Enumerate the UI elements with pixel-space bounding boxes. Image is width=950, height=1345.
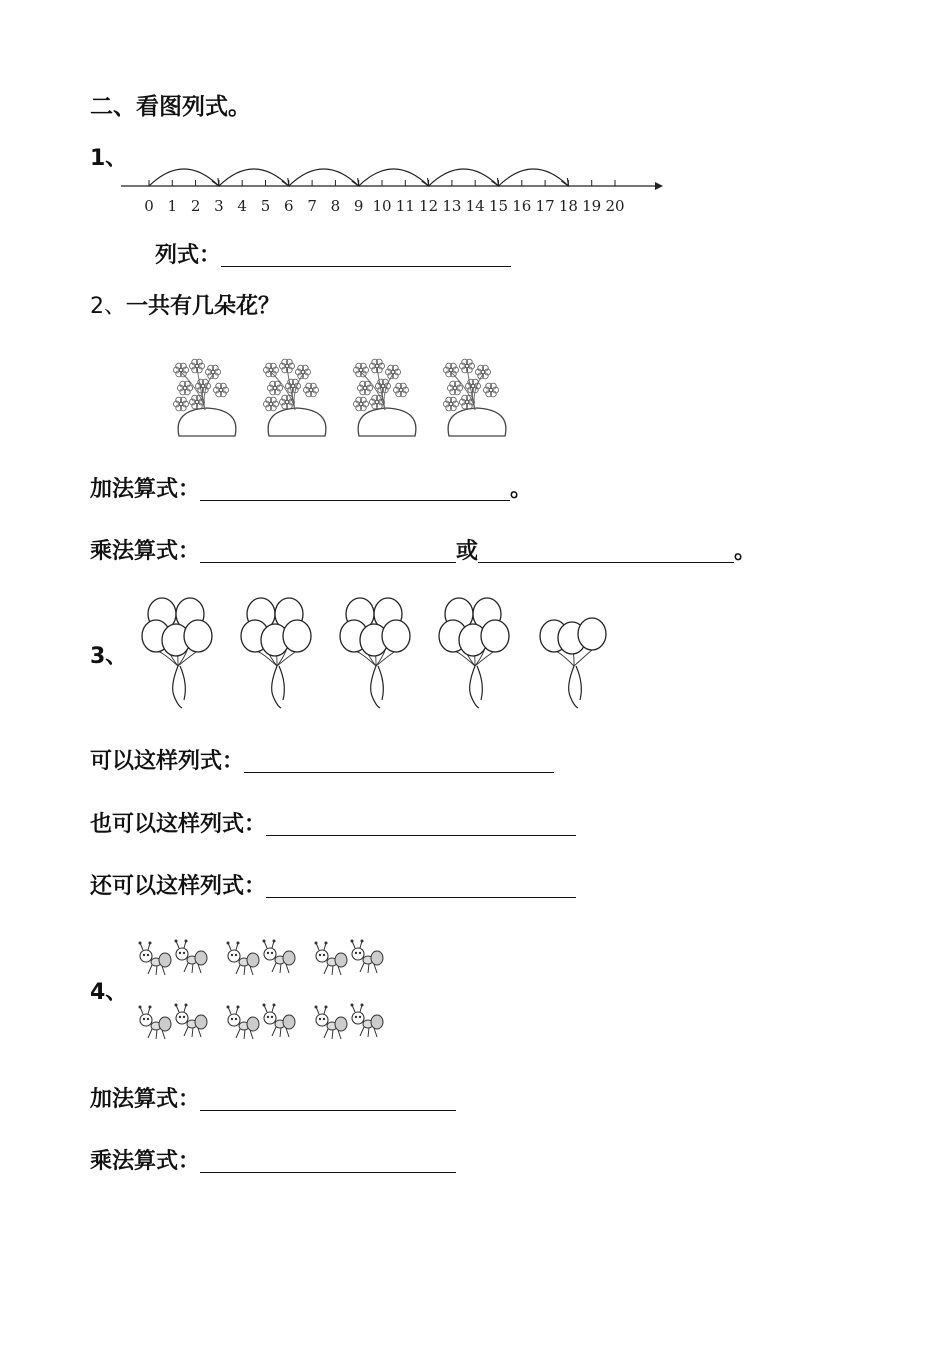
q3-row-2 (90, 813, 576, 836)
ant-pair (315, 940, 384, 976)
flower-pot (174, 359, 236, 436)
q2-add-blank[interactable] (200, 478, 510, 501)
q2-mul-blank-2[interactable] (478, 540, 734, 563)
balloon (578, 618, 606, 650)
flower (358, 381, 373, 395)
ant (175, 940, 208, 974)
flower (196, 379, 211, 393)
flower (484, 383, 499, 397)
ant-pair (227, 940, 296, 976)
flower-pots-illustration (165, 358, 545, 438)
number-line (115, 158, 675, 220)
flower (296, 365, 311, 379)
flower (448, 381, 463, 395)
number-line-tick-label: 15 (488, 197, 509, 215)
number-line-tick-label: 6 (284, 197, 294, 215)
flower (286, 379, 301, 393)
q4-add-row (90, 1088, 456, 1111)
flower (466, 379, 481, 393)
flower-pot (354, 359, 416, 436)
number-line-tick-label: 7 (307, 197, 317, 215)
q3-label-1: 可以这样列式： (90, 749, 245, 774)
ant (227, 1006, 260, 1040)
ant (351, 1004, 384, 1038)
number-line-jump-arc (429, 169, 499, 186)
balloon-bunch (241, 598, 311, 708)
flower (190, 359, 205, 373)
q2-mul-end: 。 (734, 539, 757, 564)
number-line-tick-label: 10 (372, 197, 392, 215)
balloon (382, 620, 410, 652)
number-line-tick-label: 5 (260, 197, 271, 215)
q2-question: 一共有几朵花？ (126, 294, 281, 319)
balloon-bunch (142, 598, 212, 708)
balloons-illustration (140, 596, 620, 714)
flower (444, 397, 459, 411)
flower (394, 383, 409, 397)
flower (354, 363, 369, 377)
q2-header (90, 296, 280, 318)
number-line-tick-label: 18 (558, 197, 578, 215)
q3-label-2: 也可以这样列式： (90, 812, 267, 837)
balloon (481, 620, 509, 652)
number-line-tick-label: 3 (214, 197, 224, 215)
number-line-tick-label: 8 (330, 197, 341, 215)
number-line-tick-label: 16 (512, 197, 532, 215)
number-line-jump-arc (499, 169, 569, 186)
ant (263, 1004, 296, 1038)
q4-add-blank[interactable] (200, 1088, 456, 1111)
number-line-tick-label: 12 (419, 197, 439, 215)
q1-answer-blank[interactable] (221, 244, 511, 267)
q3-blank-1[interactable] (244, 750, 554, 773)
balloon (184, 620, 212, 652)
flower (174, 363, 189, 377)
ant (263, 940, 296, 974)
q2-add-end: 。 (510, 477, 533, 502)
flower (214, 383, 229, 397)
flower (370, 359, 385, 373)
q3-label-3: 还可以这样列式： (90, 874, 267, 899)
number-line-tick-label: 1 (167, 197, 178, 215)
balloon-bunch (439, 598, 509, 708)
ant-pair (227, 1004, 296, 1040)
number-line-tick-label: 11 (395, 197, 415, 215)
flower (280, 359, 295, 373)
flower-pot (264, 359, 326, 436)
q2-mul-label: 乘法算式： (90, 539, 201, 564)
ant-pair (139, 1004, 208, 1040)
flower (268, 381, 283, 395)
number-line-tick-label: 9 (353, 197, 364, 215)
q4-add-label: 加法算式： (90, 1087, 201, 1112)
q1-formula-row (155, 244, 511, 267)
number-line-tick-label: 17 (535, 197, 555, 215)
flower (354, 397, 369, 411)
ant (139, 1006, 172, 1040)
q1-number: 1、 (90, 146, 128, 171)
q2-add-label: 加法算式： (90, 477, 201, 502)
q2-number: 2、 (90, 294, 126, 319)
q4-mul-label: 乘法算式： (90, 1149, 201, 1174)
flower (376, 379, 391, 393)
q3-row-1 (90, 750, 554, 773)
q3-row-3 (90, 875, 576, 898)
number-line-jump-arc (149, 169, 219, 186)
number-line-jump-arc (289, 169, 359, 186)
flower (460, 359, 475, 373)
flower (174, 397, 189, 411)
number-line-tick-label: 19 (582, 197, 602, 215)
number-line-jump-arc (359, 169, 429, 186)
flower (264, 397, 279, 411)
flower (206, 365, 221, 379)
section-title: 二、看图列式。 (90, 94, 251, 120)
q3-blank-3[interactable] (266, 875, 576, 898)
number-line-jump-arc (219, 169, 289, 186)
q4-mul-blank[interactable] (200, 1150, 456, 1173)
ant-pair (139, 940, 208, 976)
q2-mul-row (90, 540, 756, 563)
flower (476, 365, 491, 379)
flower-pot (444, 359, 506, 436)
flower (264, 363, 279, 377)
q3-blank-2[interactable] (266, 813, 576, 836)
balloon-bunch (540, 618, 606, 708)
number-line-tick-label: 2 (190, 197, 201, 215)
ant (175, 1004, 208, 1038)
q2-mul-blank-1[interactable] (200, 540, 456, 563)
q2-mul-or: 或 (456, 539, 479, 564)
number-line-tick-label: 13 (442, 197, 462, 215)
number-line-tick-label: 14 (465, 197, 485, 215)
q3-number: 3、 (90, 644, 128, 669)
ant (315, 1006, 348, 1040)
ant (351, 940, 384, 974)
flower (444, 363, 459, 377)
flower (178, 381, 193, 395)
number-line-arrow (655, 182, 663, 190)
number-line-tick-label: 0 (144, 197, 154, 215)
number-line-tick-label: 4 (237, 197, 247, 215)
q4-mul-row (90, 1150, 456, 1173)
number-line-tick-label: 20 (605, 197, 625, 215)
q1-formula-label: 列式： (155, 243, 222, 268)
ant-pair (315, 1004, 384, 1040)
flower (304, 383, 319, 397)
balloon (283, 620, 311, 652)
ant (227, 942, 260, 976)
q4-number: 4、 (90, 980, 128, 1005)
q2-add-row (90, 478, 532, 501)
ants-illustration (138, 936, 398, 1052)
ant (139, 942, 172, 976)
flower (386, 365, 401, 379)
balloon-bunch (340, 598, 410, 708)
ant (315, 942, 348, 976)
